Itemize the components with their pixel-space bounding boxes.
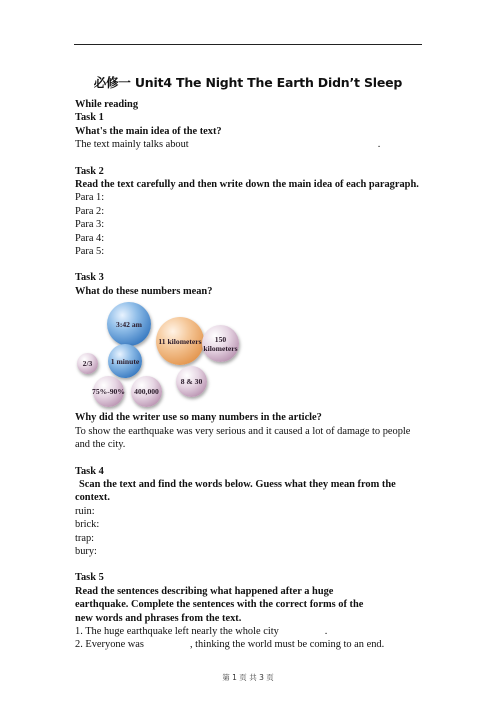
para-label: Para 3:	[75, 219, 105, 231]
task1-question: What's the main idea of the text?	[75, 125, 222, 137]
task4-heading: Task 4	[75, 465, 104, 477]
vocab-word: brick:	[75, 519, 100, 531]
task1-heading: Task 1	[75, 112, 104, 124]
para-label: Para 2:	[75, 205, 105, 217]
bubble-deaths: 400,000	[131, 376, 162, 407]
vocab-word: bury:	[75, 545, 97, 557]
task2-heading: Task 2	[75, 165, 104, 177]
vocab-word: ruin:	[75, 505, 95, 517]
bubble-fraction: 2/3	[77, 353, 98, 374]
bubble-percentage: 75%-90%	[93, 376, 124, 407]
task5-instruction: Read the sentences describing what happened after a huge earthquake. Complete the sentences with the correct forms of the new words and phrases from the text.	[75, 585, 364, 624]
page-footer: 第 1 页 共 3 页	[222, 673, 274, 682]
section-heading: While reading	[75, 99, 139, 110]
sentence-1-end: .	[324, 625, 328, 637]
task1-prompt	[75, 138, 425, 151]
sentence-1-text: 1. The huge earthquake left nearly the whole city	[75, 625, 279, 637]
task3-answer: To show the earthquake was very serious and it caused a lot of damage to people and the city.	[75, 425, 411, 451]
header-rule	[74, 44, 422, 45]
task3-heading: Task 3	[75, 272, 104, 284]
sentence-2-end: , thinking the world must be coming to an end.	[189, 639, 385, 651]
para-label: Para 1:	[75, 192, 105, 204]
bubble-duration: 1 minute	[108, 344, 142, 378]
bubble-depth: 11 kilometers	[156, 317, 204, 365]
sentence-2-text: 2. Everyone was	[75, 639, 144, 651]
task1-prompt-end: .	[377, 139, 381, 151]
para-label: Para 4:	[75, 232, 105, 244]
para-label: Para 5:	[75, 246, 105, 258]
task3-why: Why did the writer use so many numbers in the article?	[75, 412, 322, 424]
task5-sentence-1	[75, 625, 425, 638]
page-title: 必修一 Unit4 The Night The Earth Didn’t Sleep	[93, 75, 403, 90]
task2-instruction: Read the text carefully and then write down the main idea of each paragraph.	[75, 179, 419, 191]
task1-prompt-text: The text mainly talks about	[75, 139, 189, 151]
vocab-word: trap:	[75, 532, 95, 544]
bubble-distance: 150 kilometers	[202, 325, 239, 362]
task5-sentence-2	[75, 638, 425, 651]
numbers-bubble-diagram	[75, 302, 275, 406]
worksheet-body	[75, 98, 425, 652]
bubble-aftershocks: 8 & 30	[176, 366, 207, 397]
task4-instruction: Scan the text and find the words below. Guess what they mean from the context.	[75, 478, 396, 504]
task5-heading: Task 5	[75, 572, 104, 584]
task3-question: What do these numbers mean?	[75, 285, 213, 297]
bubble-time: 3:42 am	[107, 302, 151, 346]
